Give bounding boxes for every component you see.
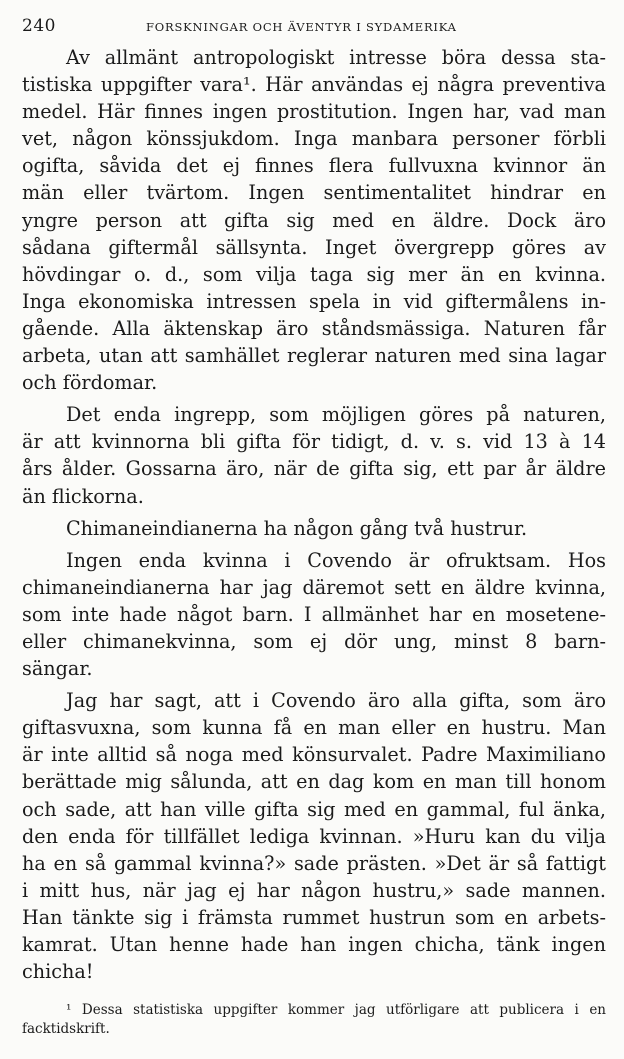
text-line: Inga ekonomiska intressen spela in vid giftermålens in- xyxy=(22,289,606,313)
text-line: yngre person att gifta sig med en äldre. Dock äro xyxy=(22,208,606,232)
text-line: chimaneindianerna har jag däremot sett en äldre kvinna, xyxy=(22,575,606,599)
paragraph xyxy=(22,44,606,396)
text-line: Ingen enda kvinna i Covendo är ofruktsam. Hos xyxy=(66,548,606,572)
text-line: hövdingar o. d., som vilja taga sig mer än en kvinna. xyxy=(22,262,606,286)
text-line: gående. Alla äktenskap äro ståndsmässiga. Naturen får xyxy=(22,316,606,340)
text-line: Det enda ingrepp, som möjligen göres på naturen, xyxy=(66,403,606,427)
text-line: och fördomar. xyxy=(22,371,158,395)
running-title: FORSKNINGAR OCH ÄVENTYR I SYDAMERIKA xyxy=(146,20,457,34)
footnote-line: facktidskrift. xyxy=(22,1021,110,1038)
text-line: den enda för tillfället lediga kvinnan. »Huru kan du vilja xyxy=(22,824,606,848)
text-line: är inte alltid så noga med könsurvalet. Padre Maximiliano xyxy=(22,743,606,767)
paragraph xyxy=(22,515,606,542)
text-line: eller chimanekvinna, som ej dör ung, minst 8 barn- xyxy=(22,629,606,653)
text-line: vet, någon könssjukdom. Inga manbara personer förbli xyxy=(22,127,606,151)
text-line: än flickorna. xyxy=(22,484,144,508)
body-text xyxy=(22,44,606,985)
text-line: som inte hade något barn. I allmänhet har en mosetene- xyxy=(22,602,606,626)
text-line: arbeta, utan att samhället reglerar naturen med sina lagar xyxy=(22,344,606,368)
text-line: medel. Här finnes ingen prostitution. Ingen har, vad man xyxy=(22,100,606,124)
text-line: Chimaneindianerna ha någon gång två hustrur. xyxy=(66,516,528,540)
paragraph xyxy=(22,687,606,985)
text-line: chicha! xyxy=(22,960,94,984)
text-line: ha en så gammal kvinna?» sade prästen. »Det är så fattigt xyxy=(22,851,606,875)
paragraph xyxy=(22,547,606,682)
text-line: och sade, att han ville gifta sig med en gammal, ful änka, xyxy=(22,797,606,821)
paragraph xyxy=(22,401,606,509)
text-line: sängar. xyxy=(22,657,93,681)
text-line: Av allmänt antropologiskt intresse böra dessa sta- xyxy=(66,46,606,69)
page-number: 240 xyxy=(22,16,56,36)
text-line: berättade mig sålunda, att en dag kom en man till honom xyxy=(22,770,606,794)
text-line: män eller tvärtom. Ingen sentimentalitet hindrar en xyxy=(22,181,606,205)
text-line: i mitt hus, när jag ej har någon hustru,» sade mannen. xyxy=(22,878,606,902)
text-line: giftasvuxna, som kunna få en man eller en hustru. Man xyxy=(22,716,606,740)
footnote xyxy=(22,1001,606,1039)
text-line: ogifta, såvida det ej finnes flera fullvuxna kvinnor än xyxy=(22,154,606,178)
footnote-line: ¹ Dessa statistiska uppgifter kommer jag utförligare att publicera i en xyxy=(66,1002,606,1019)
text-line: sådana giftermål sällsynta. Inget övergrepp göres av xyxy=(22,235,606,259)
text-line: års ålder. Gossarna äro, när de gifta sig, ett par år äldre xyxy=(22,457,606,481)
text-line: kamrat. Utan henne hade han ingen chicha, tänk ingen xyxy=(22,933,606,956)
text-line: är att kvinnorna bli gifta för tidigt, d. v. s. vid 13 à 14 xyxy=(22,430,606,454)
text-line: Jag har sagt, att i Covendo äro alla gifta, som äro xyxy=(66,689,606,713)
text-line: tistiska uppgifter vara¹. Här användas ej några preventiva xyxy=(22,73,606,97)
text-line: Han tänkte sig i främsta rummet hustrun som en arbets- xyxy=(22,905,606,929)
page-header xyxy=(22,14,606,44)
